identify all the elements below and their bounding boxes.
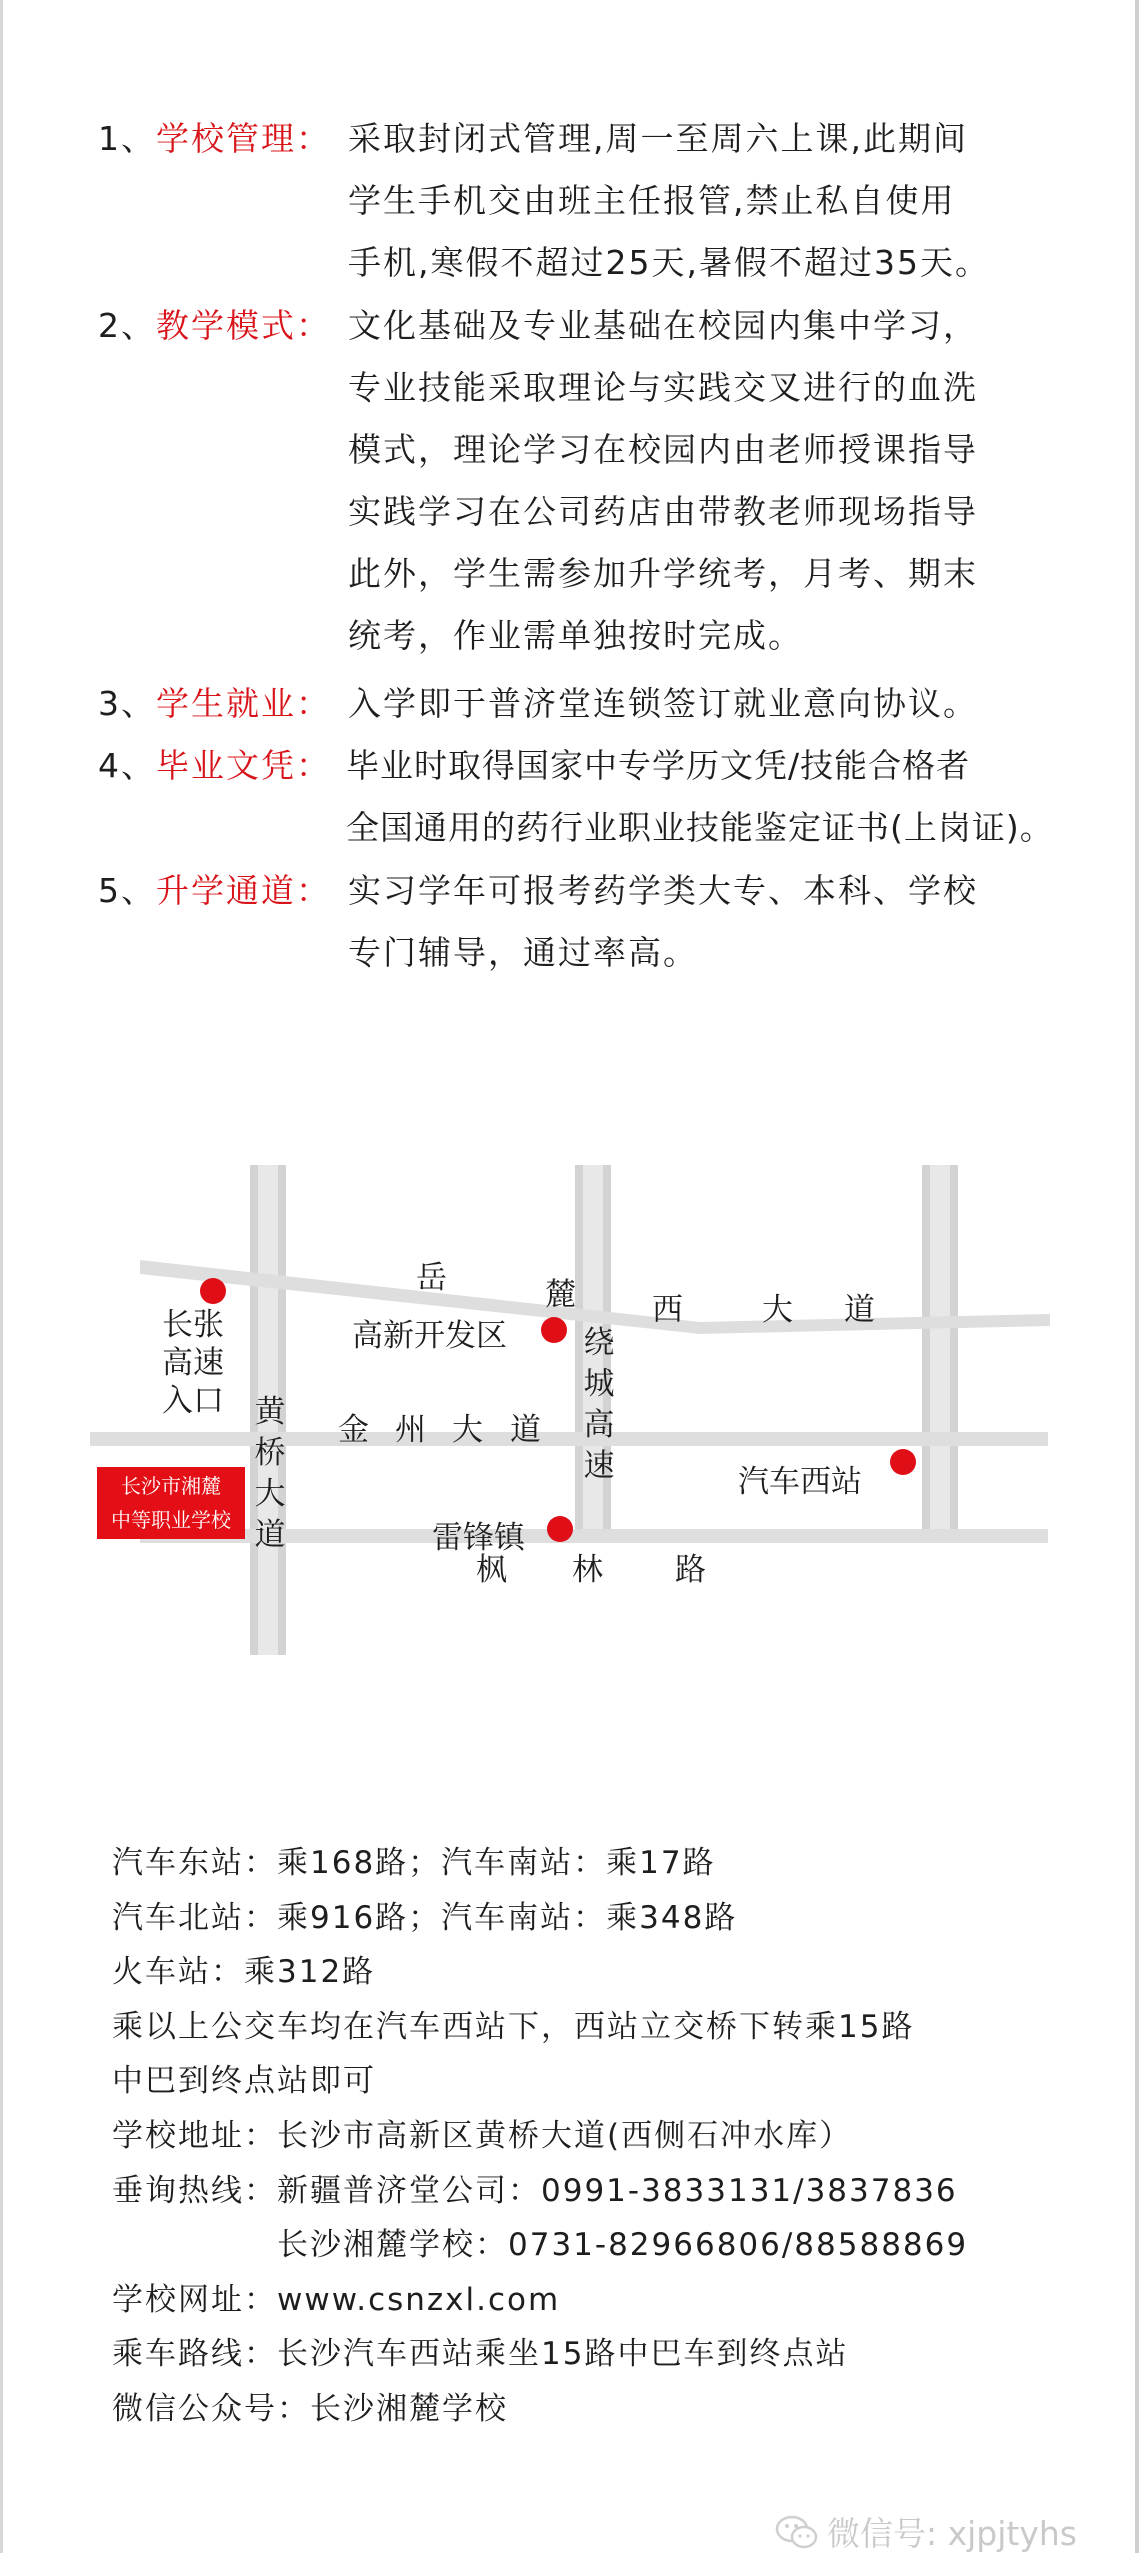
item-line: 模式，理论学习在校园内由老师授课指导 <box>348 430 978 469</box>
changzhang-exit-dot <box>200 1278 226 1304</box>
bus-transfer-info: 乘以上公交车均在汽车西站下，西站立交桥下转乘15路 <box>112 2008 915 2045</box>
item-line: 学生手机交由班主任报管,禁止私自使用 <box>348 181 956 220</box>
ring-highway-label: 绕 城 高 速 <box>583 1325 615 1484</box>
school-website: 学校网址：www.csnzxl.com <box>112 2281 561 2318</box>
item-title: 教学模式： <box>156 306 331 345</box>
road-label-yuelu-5: 道 <box>844 1292 875 1328</box>
hotline-changsha: 长沙湘麓学校：0731-82966806/88588869 <box>112 2227 969 2264</box>
item-line: 手机,寒假不超过25天,暑假不超过35天。 <box>348 243 990 282</box>
item-number: 1、 <box>98 119 156 158</box>
road-label-jinzhou-4: 道 <box>510 1412 541 1448</box>
item-line: 专业技能采取理论与实践交叉进行的血洗 <box>348 368 978 407</box>
item-number: 2、 <box>98 306 156 345</box>
bus-info-train: 火车站：乘312路 <box>112 1954 376 1991</box>
road-label-fenglin-1: 枫 <box>476 1552 507 1588</box>
contact-info <box>112 1836 1122 2437</box>
road-label-yuelu-4: 大 <box>762 1292 793 1328</box>
leifeng-town-label: 雷锋镇 <box>432 1520 525 1556</box>
item-title: 学校管理： <box>156 119 331 158</box>
item-number: 4、 <box>98 746 156 785</box>
wechat-icon <box>775 2514 819 2558</box>
school-location-box: 长沙市湘麓 中等职业学校 <box>97 1467 245 1539</box>
west-bus-station-label: 汽车西站 <box>738 1464 862 1500</box>
changzhang-exit-label: 长张 高速 入口 <box>162 1307 224 1419</box>
bus-transfer-info-cont: 中巴到终点站即可 <box>112 2063 376 2100</box>
item-line: 文化基础及专业基础在校园内集中学习， <box>348 306 978 345</box>
road-label-jinzhou-2: 州 <box>395 1412 426 1448</box>
item-line: 采取封闭式管理,周一至周六上课,此期间 <box>348 119 968 158</box>
west-bus-station-dot <box>890 1449 916 1475</box>
road-label-fenglin-3: 路 <box>675 1552 706 1588</box>
road-label-yuelu-3: 西 <box>652 1292 683 1328</box>
road-label-yuelu-1: 岳 <box>416 1260 447 1296</box>
bus-info-north: 汽车北站：乘916路；汽车南站：乘348路 <box>112 1899 738 1936</box>
item-line: 统考，作业需单独按时完成。 <box>348 616 803 655</box>
item-line: 此外，学生需参加升学统考，月考、期末 <box>348 554 978 593</box>
item-line: 实习学年可报考药学类大专、本科、学校 <box>348 871 978 910</box>
wechat-account: 微信公众号：长沙湘麓学校 <box>112 2390 508 2427</box>
road-label-jinzhou-1: 金 <box>338 1412 369 1448</box>
hotline-xinjiang: 垂询热线：新疆普济堂公司：0991-3833131/3837836 <box>112 2172 958 2209</box>
gaoxin-zone-dot <box>541 1317 567 1343</box>
item-line: 专门辅导，通过率高。 <box>348 933 698 972</box>
item-title: 毕业文凭： <box>156 746 331 785</box>
bus-info-east: 汽车东站：乘168路；汽车南站：乘17路 <box>112 1845 716 1881</box>
road-label-jinzhou-3: 大 <box>452 1412 483 1448</box>
bus-route: 乘车路线：长沙汽车西站乘坐15路中巴车到终点站 <box>112 2336 849 2373</box>
road-label-fenglin-2: 林 <box>572 1552 603 1588</box>
item-line: 全国通用的药行业职业技能鉴定证书(上岗证)。 <box>346 808 1054 847</box>
gaoxin-zone-label: 高新开发区 <box>352 1318 507 1354</box>
jinzhou-road-shape <box>90 1432 1048 1446</box>
leifeng-town-dot <box>547 1516 573 1542</box>
item-line: 毕业时取得国家中专学历文凭/技能合格者 <box>346 746 971 785</box>
road-label-yuelu-2: 麓 <box>545 1277 576 1313</box>
location-map <box>0 1160 1139 1660</box>
item-line: 实践学习在公司药店由带教老师现场指导 <box>348 492 978 531</box>
item-number: 3、 <box>98 684 156 723</box>
item-line: 入学即于普济堂连锁签订就业意向协议。 <box>348 684 978 723</box>
item-title: 学生就业： <box>156 684 331 723</box>
item-title: 升学通道： <box>156 871 331 910</box>
item-number: 5、 <box>98 871 156 910</box>
watermark <box>775 2508 1077 2558</box>
huangqiao-road-label: 黄 桥 大 道 <box>254 1394 286 1553</box>
school-address: 学校地址：长沙市高新区黄桥大道(西侧石冲水库） <box>112 2117 853 2154</box>
watermark-text: 微信号: xjpjtyhs <box>827 2514 1077 2553</box>
